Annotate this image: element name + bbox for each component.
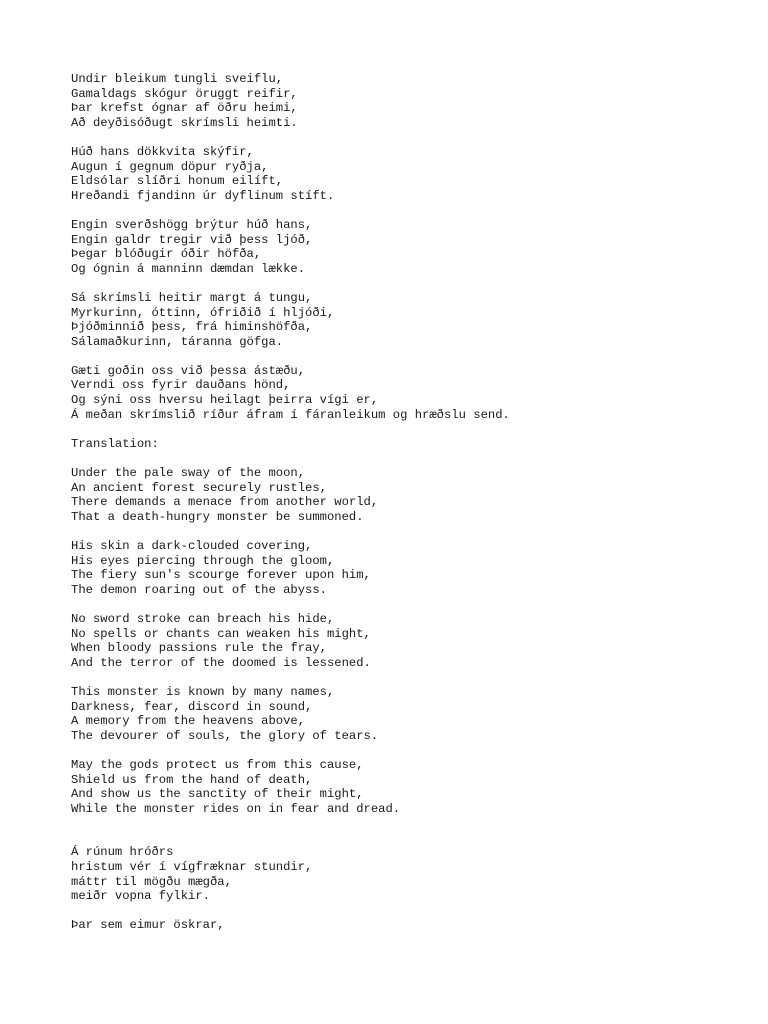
poem-second [71, 845, 751, 933]
poem-line: Sálamaðkurinn, táranna göfga. [71, 334, 284, 349]
poem-line: His skin a dark-clouded covering, [71, 539, 313, 553]
poem-line: May the gods protect us from this cause, [71, 757, 364, 772]
poem-line: That a death-hungry monster be summoned. [71, 509, 364, 524]
poem-line: A memory from the heavens above, [71, 714, 306, 729]
stanza [71, 466, 751, 524]
poem-line: Gæti goðin oss við þessa ástæðu, [71, 363, 306, 378]
poem-line: Engin galdr tregir við þess ljóð, [71, 232, 313, 247]
poem-translation [71, 466, 751, 816]
poem-line: Og ógnin á manninn dæmdan lække. [71, 261, 306, 276]
poem-line: Þar sem eimur öskrar, [71, 918, 225, 933]
poem-line: No sword stroke can breach his hide, [71, 611, 335, 626]
stanza [71, 685, 751, 743]
stanza [71, 364, 751, 422]
document-page [71, 72, 751, 948]
stanza [71, 145, 751, 203]
poem-line: Gamaldags skógur öruggt reifir, [71, 86, 298, 101]
poem-line: Á rúnum hróðrs [71, 845, 174, 860]
poem-line: And the terror of the doomed is lessened. [71, 655, 371, 670]
poem-line: This monster is known by many names, [71, 684, 335, 699]
poem-line: No spells or chants can weaken his might, [71, 626, 371, 641]
stanza [71, 291, 751, 349]
poem-line: The fiery sun's scourge forever upon him, [71, 568, 371, 583]
poem-line: Að deyðisóðugt skrímsli heimti. [71, 115, 298, 130]
poem-line: An ancient forest securely rustles, [71, 480, 327, 495]
poem-line: While the monster rides on in fear and dread. [71, 801, 401, 816]
stanza [71, 218, 751, 276]
poem-line: When bloody passions rule the fray, [71, 641, 327, 656]
poem-line: Verndi oss fyrir dauðans hönd, [71, 378, 291, 393]
poem-line: meiðr vopna fylkir. [71, 889, 210, 904]
poem-line: hristum vér í vígfræknar stundir, [71, 860, 313, 875]
poem-line: Undir bleikum tungli sveiflu, [71, 72, 284, 86]
poem-line: Myrkurinn, óttinn, ófriðið í hljóði, [71, 305, 335, 320]
poem-line: Þegar blóðugir óðir höfða, [71, 247, 262, 262]
poem-line: The demon roaring out of the abyss. [71, 582, 327, 597]
translation-heading: Translation: [71, 436, 159, 451]
stanza [71, 918, 751, 933]
poem-line: Shield us from the hand of death, [71, 772, 313, 787]
poem-line: His eyes piercing through the gloom, [71, 553, 335, 568]
poem-line: The devourer of souls, the glory of tears. [71, 728, 379, 743]
poem-line: And show us the sanctity of their might, [71, 787, 364, 802]
poem-line: Þar krefst ógnar af öðru heimi, [71, 101, 298, 116]
poem-line: máttr til mögðu mægða, [71, 874, 232, 889]
poem-line: Á meðan skrímslið ríður áfram í fáranleikum og hræðslu send. [71, 407, 510, 422]
poem-line: Sá skrímsli heitir margt á tungu, [71, 290, 313, 305]
stanza [71, 845, 751, 903]
poem-line: Engin sverðshögg brýtur húð hans, [71, 217, 313, 232]
poem-line: Darkness, fear, discord in sound, [71, 699, 313, 714]
stanza [71, 758, 751, 816]
poem-original [71, 72, 751, 422]
poem-line: Og sýni oss hversu heilagt þeirra vígi er, [71, 393, 379, 408]
poem-line: Þjóðminnið þess, frá himinshöfða, [71, 320, 313, 335]
poem-line: Augun í gegnum döpur ryðja, [71, 159, 269, 174]
poem-line: Eldsólar slíðri honum eilíft, [71, 174, 284, 189]
stanza [71, 539, 751, 597]
poem-line: Hreðandi fjandinn úr dyflinum stíft. [71, 188, 335, 203]
stanza [71, 72, 751, 130]
poem-line: Húð hans dökkvita skýfir, [71, 144, 254, 159]
poem-line: Under the pale sway of the moon, [71, 466, 306, 481]
poem-line: There demands a menace from another world, [71, 495, 379, 510]
stanza [71, 612, 751, 670]
